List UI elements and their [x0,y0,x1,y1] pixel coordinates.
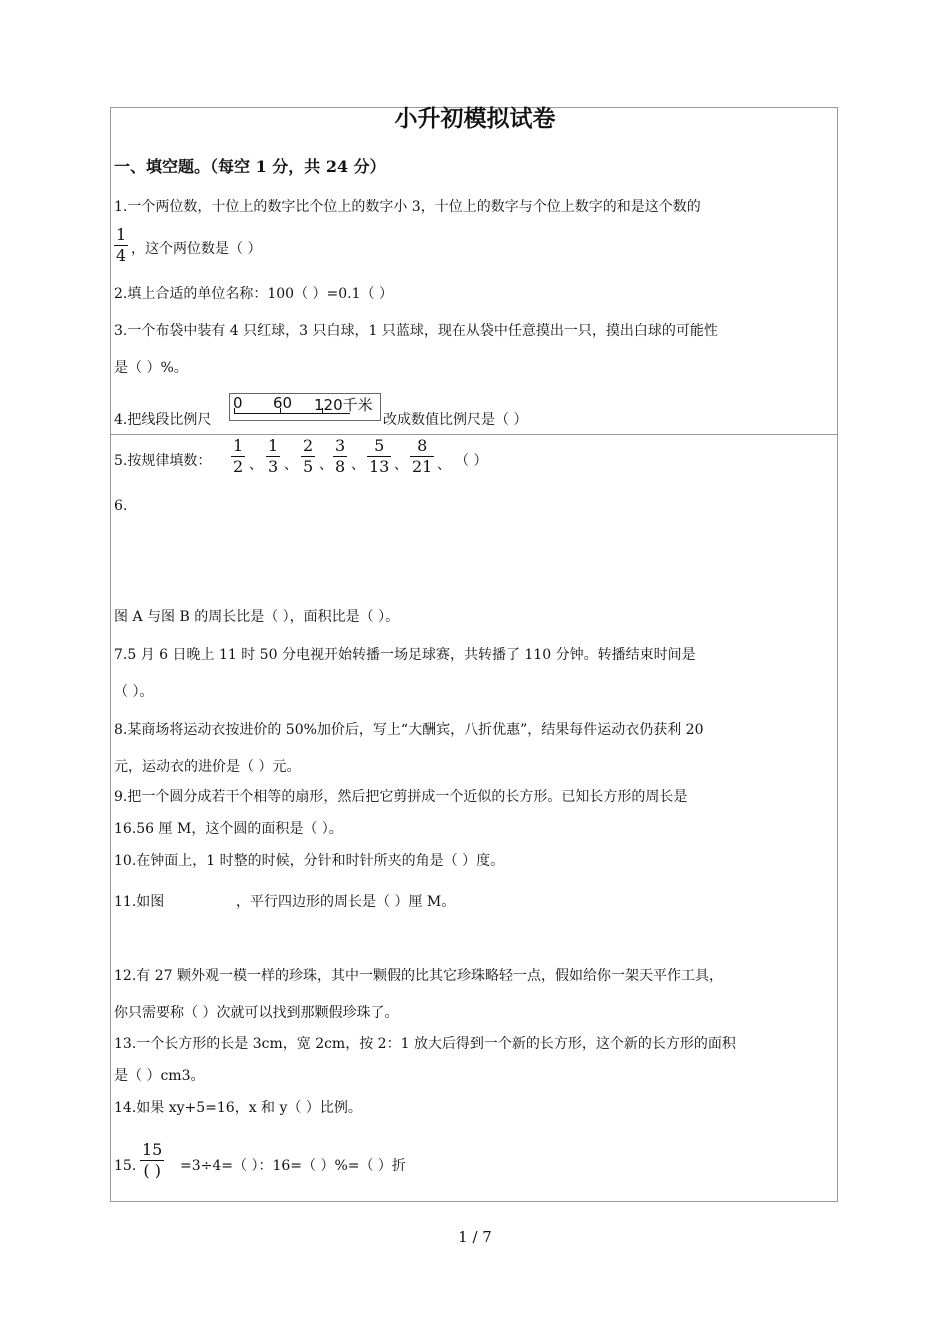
question-12-line-2: 你只需要称（ ）次就可以找到那颗假珍珠了。 [114,1005,399,1021]
question-7-line-2: （ ）。 [114,684,154,700]
question-8-line-1: 8.某商场将运动衣按进价的 50%加价后，写上“大酬宾，八折优惠”，结果每件运动衣仍获利 20 [114,722,704,738]
separator: 、 [394,457,408,473]
sequence-fraction [231,437,245,476]
scale-axis [234,413,350,414]
question-7-line-1: 7.5 月 6 日晚上 11 时 50 分电视开始转播一场足球赛，共转播了 110 分钟。转播结束时间是 [114,647,696,663]
separator: 、 [249,457,263,473]
fraction-denominator: ( ) [143,1161,161,1180]
fraction-numerator: 2 [303,436,314,455]
line-segment-scale [229,393,381,421]
question-1-line-2: ，这个两位数是（ ） [131,241,262,257]
sequence-fraction [333,437,347,476]
question-6-text: 图 A 与图 B 的周长比是（ ），面积比是（ ）。 [114,609,400,625]
fraction-numerator: 1 [268,436,279,455]
scale-label-0: 0 [233,394,243,412]
question-13-line-2: 是（ ）cm3。 [114,1068,205,1084]
sequence-fraction [301,437,315,476]
fraction-numerator: 3 [335,436,346,455]
question-15-label: 15. [114,1158,137,1174]
fraction-numerator: 15 [142,1140,163,1159]
separator: 、 [351,457,365,473]
question-1-line-1: 1.一个两位数，十位上的数字比个位上的数字小 3，十位上的数字与个位上数字的和是这个数的 [114,199,701,215]
scale-tick [322,408,323,414]
question-3-line-2: 是（ ）%。 [114,360,188,376]
question-9-line-2: 16.56 厘 M，这个圆的面积是（ ）。 [114,821,343,837]
fraction-denominator: 5 [303,457,314,476]
question-6-label: 6. [114,498,128,514]
question-9-line-1: 9.把一个圆分成若干个相等的扇形，然后把它剪拼成一个近似的长方形。已知长方形的周长是 [114,789,688,805]
page-title: 小升初模拟试卷 [394,105,556,132]
section-heading: 一、填空题。（每空 1 分，共 24 分） [114,157,386,176]
fraction-denominator: 8 [335,457,346,476]
fraction-denominator: 4 [116,246,127,265]
page-number: 1 / 7 [458,1228,492,1246]
scale-label-60: 60 [273,394,293,412]
fraction-denominator: 3 [268,457,279,476]
fraction-denominator: 2 [233,457,244,476]
question-4-after: 改成数值比例尺是（ ） [383,412,528,428]
question-8-line-2: 元，运动衣的进价是（ ）元。 [114,759,301,775]
question-1-fraction [114,226,128,265]
question-11-before: 11.如图 [114,894,165,910]
question-12-line-1: 12.有 27 颗外观一模一样的珍珠，其中一颗假的比其它珍珠略轻一点，假如给你一架天平作工具， [114,968,723,984]
separator: 、 [437,457,451,473]
fraction-numerator: 8 [417,436,428,455]
question-5-label: 5.按规律填数： [114,453,212,469]
question-2: 2.填上合适的单位名称：100（ ）=0.1（ ） [114,286,393,302]
question-14: 14.如果 xy+5=16，x 和 y（ ）比例。 [114,1100,362,1116]
separator: 、 [284,457,298,473]
question-4-before: 4.把线段比例尺 [114,412,212,428]
sequence-fraction [266,437,280,476]
question-13-line-1: 13.一个长方形的长是 3cm，宽 2cm，按 2：1 放大后得到一个新的长方形，这个新的长方形的面积 [114,1036,736,1052]
sequence-fraction [367,437,391,476]
question-15-fraction [140,1141,164,1180]
fraction-denominator: 13 [369,457,390,476]
fraction-numerator: 5 [374,436,385,455]
fraction-numerator: 1 [116,225,127,244]
fraction-numerator: 1 [233,436,244,455]
question-11-after: ，平行四边形的周长是（ ）厘 M。 [236,894,456,910]
question-3-line-1: 3.一个布袋中装有 4 只红球，3 只白球，1 只蓝球，现在从袋中任意摸出一只，摸出白球的可能性 [114,323,718,339]
scale-label-120: 120千米 [314,396,373,414]
scale-tick [234,408,235,414]
scale-tick [280,408,281,414]
separator: 、 [319,457,333,473]
sequence-fraction [410,437,434,476]
question-10: 10.在钟面上，1 时整的时候，分针和时针所夹的角是（ ）度。 [114,853,505,869]
answer-blank: （ ） [455,453,488,469]
divider-line [110,434,838,435]
question-15-rest: =3÷4=（ ）：16=（ ）%=（ ）折 [180,1158,406,1174]
fraction-denominator: 21 [412,457,433,476]
